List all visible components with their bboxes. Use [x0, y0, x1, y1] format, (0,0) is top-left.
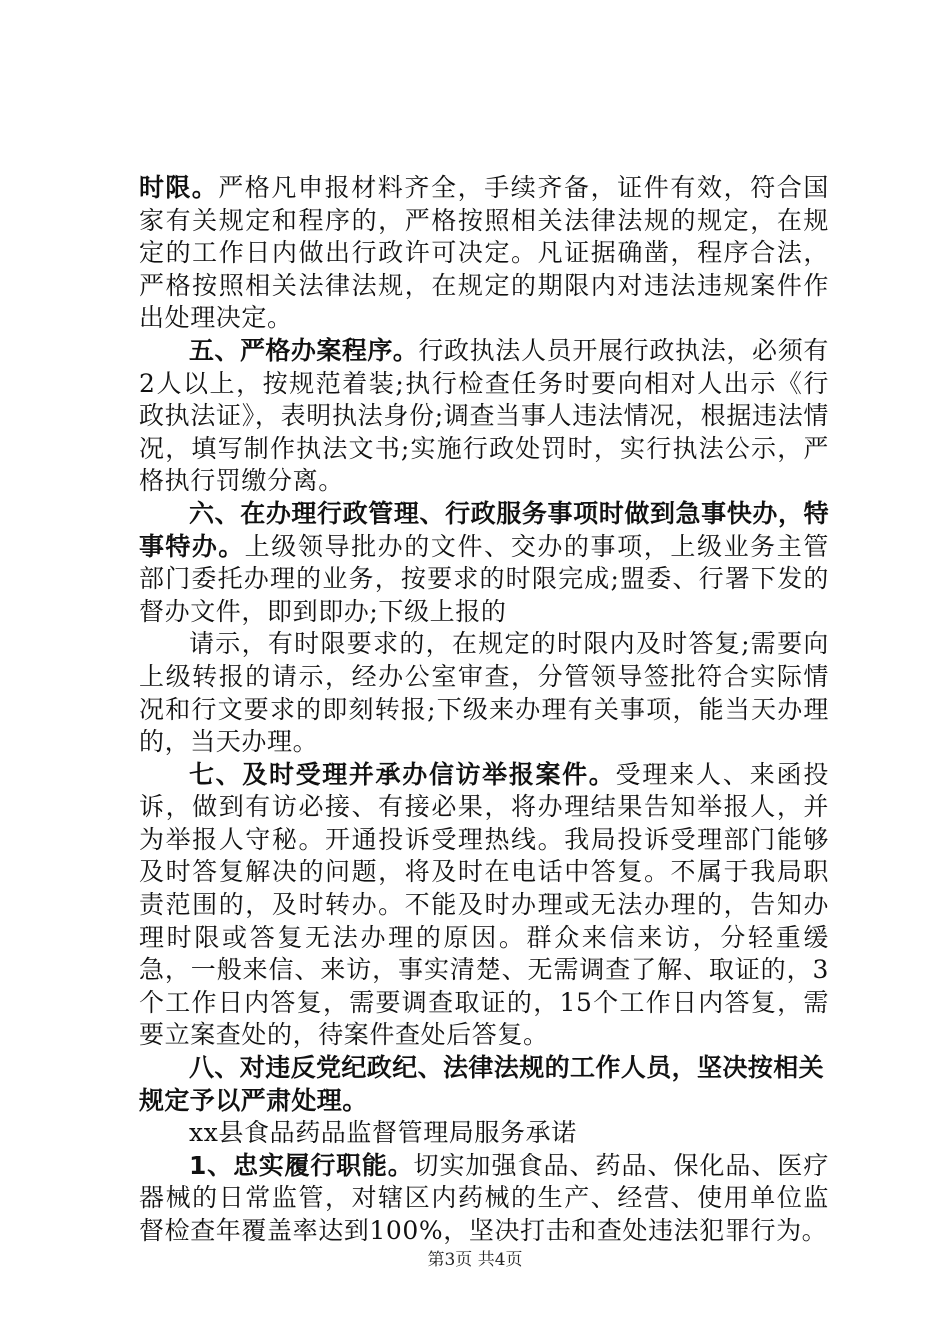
page-number-footer: 第3页 共4页 — [427, 1250, 523, 1270]
paragraph-lead: 五、严格办案程序。 — [189, 335, 419, 365]
paragraph-text: 上级领导批办的文件、交办的事项，上级业务主管部门委托办理的业务，按要求的时限完成;盟委、行署下发的督办文件，即到即办;下级上报的 — [139, 531, 829, 626]
document-body — [139, 172, 829, 1248]
paragraph-text: 受理来人、来函投诉，做到有访必接、有接必果，将办理结果告知举报人，并为举报人守秘。开通投诉受理热线。我局投诉受理部门能够及时答复解决的问题，将及时在电话中答复。不属于我局职责范围的，及时转办。不能及时办理或无法办理的，告知办理时限或答复无法办理的原因。群众来信来访，分轻重缓急，一般来信、来访，事实清楚、无需调查了解、取证的，3个工作日内答复，需要调查取证的，15个工作日内答复，需要立案查处的，待案件查处后答复。 — [139, 759, 829, 1050]
paragraph-commitment-1 — [139, 1150, 829, 1248]
paragraph-lead: 1、忠实履行职能。 — [189, 1150, 414, 1180]
paragraph-text: 严格凡申报材料齐全，手续齐备，证件有效，符合国家有关规定和程序的，严格按照相关法律法规的规定，在规定的工作日内做出行政许可决定。凡证据确凿，程序合法，严格按照相关法律法规，在规定的期限内对违法违规案件作出处理决定。 — [139, 173, 829, 333]
paragraph-text: 请示，有时限要求的，在规定的时限内及时答复;需要向上级转报的请示，经办公室审查，分管领导签批符合实际情况和行文要求的即刻转报;下级来办理有关事项，能当天办理的，当天办理。 — [139, 629, 829, 757]
paragraph-item-8: 八、对违反党纪政纪、法律法规的工作人员，坚决按相关规定予以严肃处理。 — [139, 1053, 825, 1115]
paragraph-text: 切实加强食品、药品、保化品、医疗器械的日常监管，对辖区内药械的生产、经营、使用单位监督检查年覆盖率达到100%，坚决打击和查处违法犯罪行为。 — [139, 1150, 830, 1245]
paragraph-text: 行政执法人员开展行政执法，必须有2人以上，按规范着装;执行检查任务时要向相对人出示《行政执法证》，表明执法身份;调查当事人违法情况，根据违法情况，填写制作执法文书;实施行政处罚时，实行执法公示，严格执行罚缴分离。 — [139, 335, 829, 496]
paragraph-lead: 六、在办理行政管理、行政服务事项时做到急事快办，特事特办。 — [139, 498, 829, 561]
paragraph-time-limit — [139, 172, 829, 335]
section-title: xx县食品药品监督管理局服务承诺 — [189, 1118, 577, 1148]
paragraph-lead: 七、及时受理并承办信访举报案件。 — [189, 759, 616, 789]
paragraph-lead: 时限。 — [139, 173, 219, 202]
paragraph-item-5 — [139, 335, 829, 498]
paragraph-item-7 — [139, 759, 829, 1052]
paragraph-item-6 — [139, 498, 829, 628]
paragraph-item-6-continued — [139, 628, 829, 758]
